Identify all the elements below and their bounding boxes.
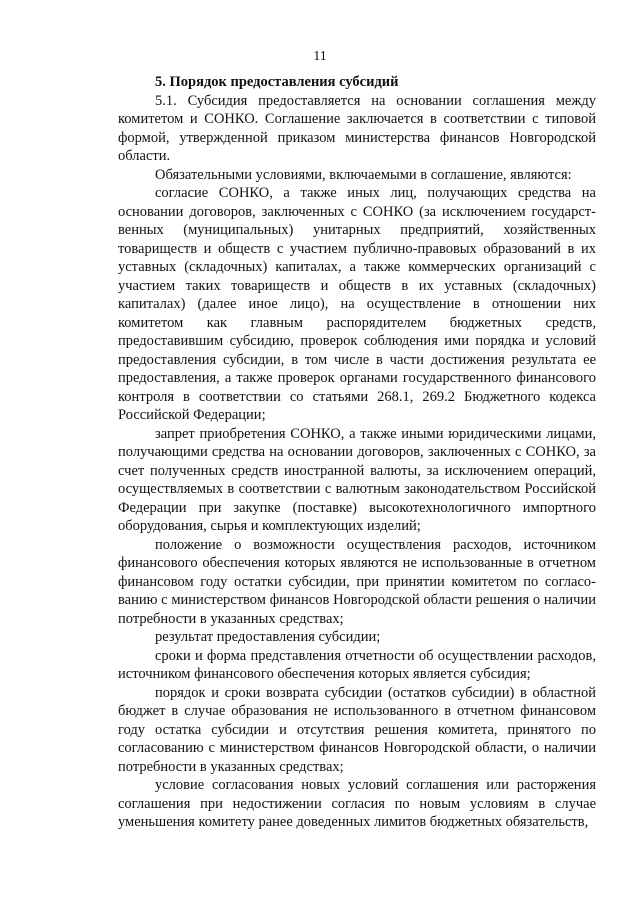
paragraph-result: результат предоставления субсидии; [155, 629, 381, 645]
paragraph-conditions-lead: Обязательными условиями, включаемыми в соглашение, являются: [155, 166, 572, 183]
page-number: 11 [313, 49, 327, 64]
paragraph-reporting: сроки и форма представления отчетности об осуществлении расходов, источником финансового обеспечения которых является субсидия; [118, 647, 596, 682]
section-heading: 5. Порядок предоставления субсидий [155, 74, 399, 90]
paragraph-refund: порядок и сроки возврата субсидии (остатков субсидии) в областной бюджет в случае образования не использованного в отчетном финансовом году остатка субсидии и отсутствия решения комитета, принятого по согласованию с министерством финансов Новгородской области, о наличии потребности в указанных средствах; [118, 684, 596, 775]
paragraph-new-conditions: условие согласования новых условий соглашения или расторжения соглашения при недостижении согласия по новым условиям в случае уменьшения комитету ранее доведенных лимитов бюджетных обязательств, [118, 777, 596, 830]
paragraph-currency-ban: запрет приобретения СОНКО, а также иными юридическими лицами, получающими средства на основании договоров, заключенных с СОНКО, за счет полученных средств иностранной валюты, за исключением операций, осуществляемых в соответствии с валютным законодательством Российской Федерации при закупке (поставке) высокотехнологичного импортного оборудования, сырья и комплектующих изделий; [118, 425, 596, 534]
page-content [118, 73, 596, 832]
paragraph-consent-to-audits: согласие СОНКО, а также иных лиц, получающих средства на основании договоров, заключенных с СОНКО (за исключением государственных (муниципальных) унитарных предприятий, хозяйственных товариществ и обществ с участием публично-правовых образований в их уставных (складочных) капиталах, а также коммерческих организаций с участием таких товариществ и обществ в их уставных (складочных) капиталах) (далее иное лицо), на осуществление в отношении них комитетом как главным распорядителем бюджетных средств, предоставившим субсидию, проверок соблюдения ими порядка и условий предоставления субсидии, в том числе в части достижения результата ее предоставления, а также проверок органами государственного финансового контроля в соответствии со статьями 268.1, 269.2 Бюджетного кодекса Российской Федерации; [118, 185, 596, 423]
paragraph-unused-balances: положение о возможности осуществления расходов, источником финансового обеспечения которых являются не использованные в отчетном финансовом году остатки субсидии, при принятии комитетом по согласованию с министерством финансов Новгородской области решения о наличии потребности в указанных средствах; [118, 536, 596, 627]
paragraph-intro: 5.1. Субсидия предоставляется на основании соглашения между комитетом и СОНКО. Соглашение заключается в соответствии с типовой формой, утвержденной приказом министерства финансов Новгородской области. [118, 92, 596, 164]
